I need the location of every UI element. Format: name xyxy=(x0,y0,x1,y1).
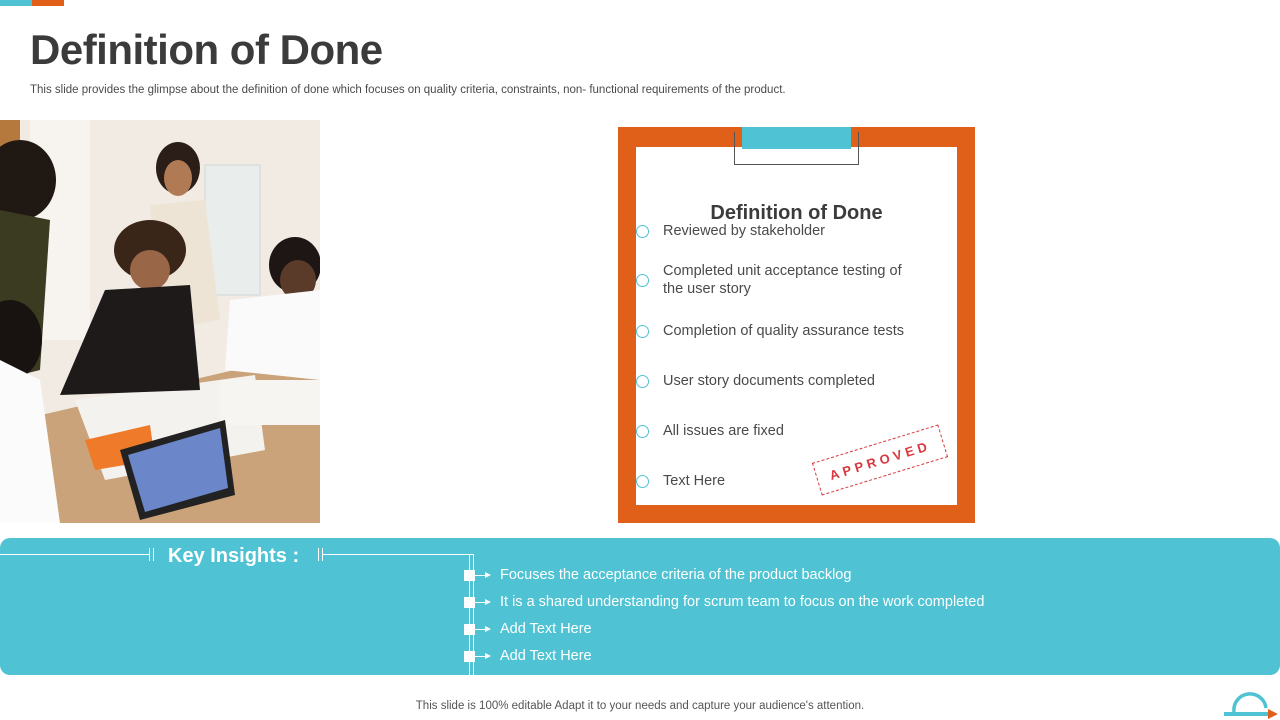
arrow-right-icon xyxy=(475,624,491,635)
checklist-item xyxy=(636,422,926,440)
checklist-clipboard xyxy=(618,127,975,523)
circle-outline-icon xyxy=(636,274,649,287)
checklist-item-label: Reviewed by stakeholder xyxy=(663,223,826,239)
checklist-item xyxy=(636,222,926,240)
insight-item xyxy=(464,567,851,583)
checklist-item xyxy=(636,322,926,340)
arrow-right-icon xyxy=(475,651,491,662)
checklist-item-label: Text Here xyxy=(663,473,726,489)
checklist-item-label: Completed unit acceptance testing of the user story xyxy=(663,263,902,297)
insight-text: Add Text Here xyxy=(500,621,592,637)
key-insights-label: Key Insights : xyxy=(168,545,300,567)
key-insights-band xyxy=(0,538,1280,675)
checklist-item-label: Completion of quality assurance tests xyxy=(663,323,904,339)
square-bullet-icon xyxy=(464,597,475,608)
footer-text: This slide is 100% editable Adapt it to your needs and capture your audience's attention. xyxy=(415,700,865,712)
insight-item xyxy=(464,648,592,664)
team-photo-illustration xyxy=(0,120,320,523)
slide-footer xyxy=(0,700,1280,712)
checklist-item-label: User story documents completed xyxy=(663,373,875,389)
circle-outline-icon xyxy=(636,475,649,488)
insight-text: Focuses the acceptance criteria of the product backlog xyxy=(500,567,852,583)
arrow-right-icon xyxy=(475,597,491,608)
top-accent-orange xyxy=(32,0,64,6)
circle-outline-icon xyxy=(636,325,649,338)
circle-outline-icon xyxy=(636,225,649,238)
checklist-item xyxy=(636,372,926,390)
team-photo xyxy=(0,120,320,523)
band-divider-tick xyxy=(149,548,150,561)
clipboard-clip xyxy=(742,127,851,149)
square-bullet-icon xyxy=(464,651,475,662)
band-divider-right xyxy=(322,554,473,555)
checklist-item-label: All issues are fixed xyxy=(663,423,784,439)
insight-text: It is a shared understanding for scrum team to focus on the work completed xyxy=(500,594,985,610)
insight-text: Add Text Here xyxy=(500,648,592,664)
circle-outline-icon xyxy=(636,425,649,438)
insight-item xyxy=(464,594,984,610)
slide-title: Definition of Done xyxy=(30,26,383,73)
loop-arrow-icon xyxy=(1224,678,1280,720)
top-accent-teal xyxy=(0,0,32,6)
circle-outline-icon xyxy=(636,375,649,388)
insight-item xyxy=(464,621,592,637)
checklist-item xyxy=(636,262,926,298)
band-divider-tick xyxy=(153,548,154,561)
slide-subtitle: This slide provides the glimpse about the definition of done which focuses on quality criteria, constraints, non- functional requirements of the product. xyxy=(30,84,786,96)
checklist-paper xyxy=(636,147,957,505)
checklist-title: Definition of Done xyxy=(710,202,883,224)
approved-stamp-text: APPROVED xyxy=(827,437,933,483)
band-divider-left xyxy=(0,554,150,555)
band-divider-tick xyxy=(318,548,319,561)
square-bullet-icon xyxy=(464,624,475,635)
square-bullet-icon xyxy=(464,570,475,581)
arrow-right-icon xyxy=(475,570,491,581)
